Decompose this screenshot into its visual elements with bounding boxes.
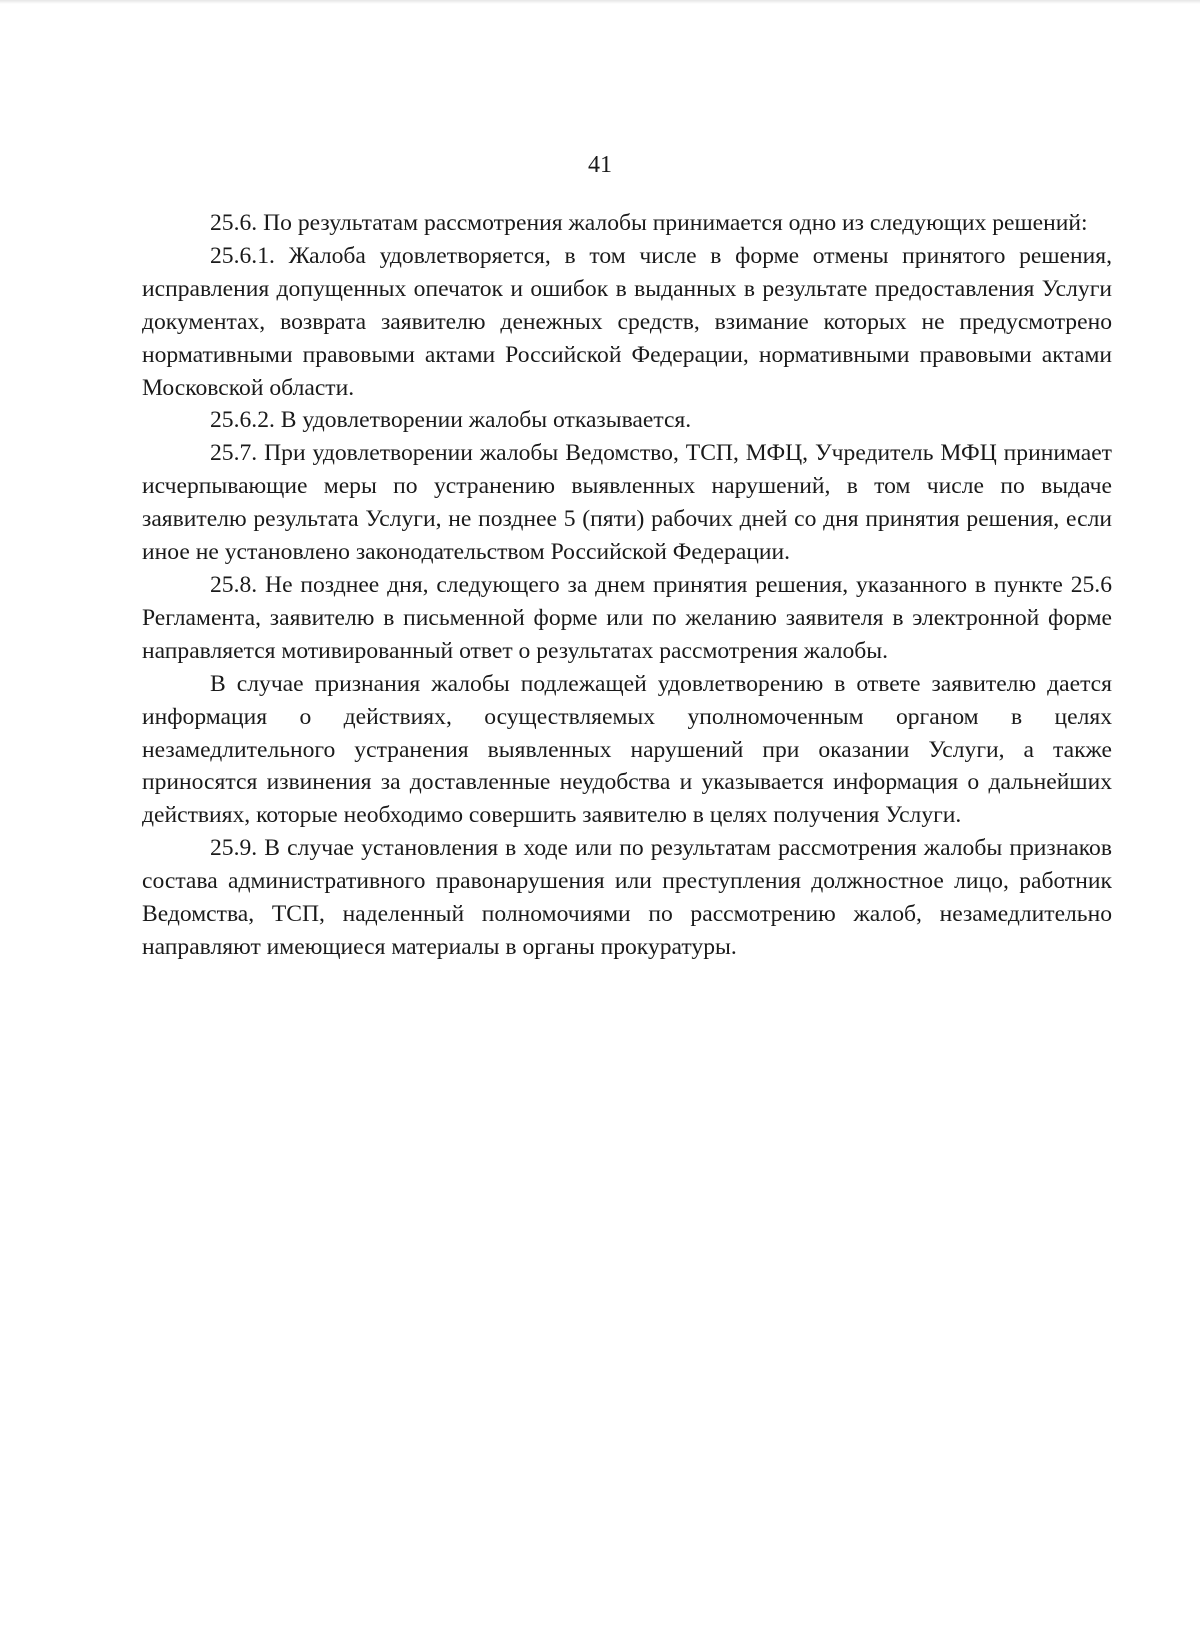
paragraph-25-7: 25.7. При удовлетворении жалобы Ведомство, ТСП, МФЦ, Учредитель МФЦ принимает исчерпывающие меры по устранению выявленных нарушений, в том числе по выдаче заявителю результата Услуги, не позднее 5 (пяти) рабочих дней со дня принятия решения, если иное не установлено законодательством Российской Федерации. <box>142 440 1112 566</box>
paragraph-25-6-1: 25.6.1. Жалоба удовлетворяется, в том числе в форме отмены принятого решения, исправления допущенных опечаток и ошибок в выданных в результате предоставления Услуги документах, возврата заявителю денежных средств, взимание которых не предусмотрено нормативными правовыми актами Российской Федерации, нормативными правовыми актами Московской области. <box>142 242 1112 401</box>
document-body <box>142 207 1112 964</box>
paragraph-25-8-continued: В случае признания жалобы подлежащей удовлетворению в ответе заявителю дается информация о действиях, осуществляемых уполномоченным органом в целях незамедлительного устранения выявленных нарушений при оказании Услуги, а также приносятся извинения за доставленные неудобства и указывается информация о дальнейших действиях, которые необходимо совершить заявителю в целях получения Услуги. <box>142 670 1112 829</box>
page-number: 41 <box>588 152 612 178</box>
paragraph-25-9: 25.9. В случае установления в ходе или по результатам рассмотрения жалобы признаков состава административного правонарушения или преступления должностное лицо, работник Ведомства, ТСП, наделенный полномочиями по рассмотрению жалоб, незамедлительно направляют имеющиеся материалы в органы прокуратуры. <box>142 835 1112 960</box>
scan-edge <box>0 0 1200 4</box>
paragraph-25-6-2: 25.6.2. В удовлетворении жалобы отказывается. <box>210 407 692 434</box>
paragraph-25-8: 25.8. Не позднее дня, следующего за днем принятия решения, указанного в пункте 25.6 Регламента, заявителю в письменной форме или по желанию заявителя в электронной форме направляется мотивированный ответ о результатах рассмотрения жалобы. <box>142 571 1112 664</box>
paragraph-25-6: 25.6. По результатам рассмотрения жалобы принимается одно из следующих решений: <box>210 210 1088 236</box>
